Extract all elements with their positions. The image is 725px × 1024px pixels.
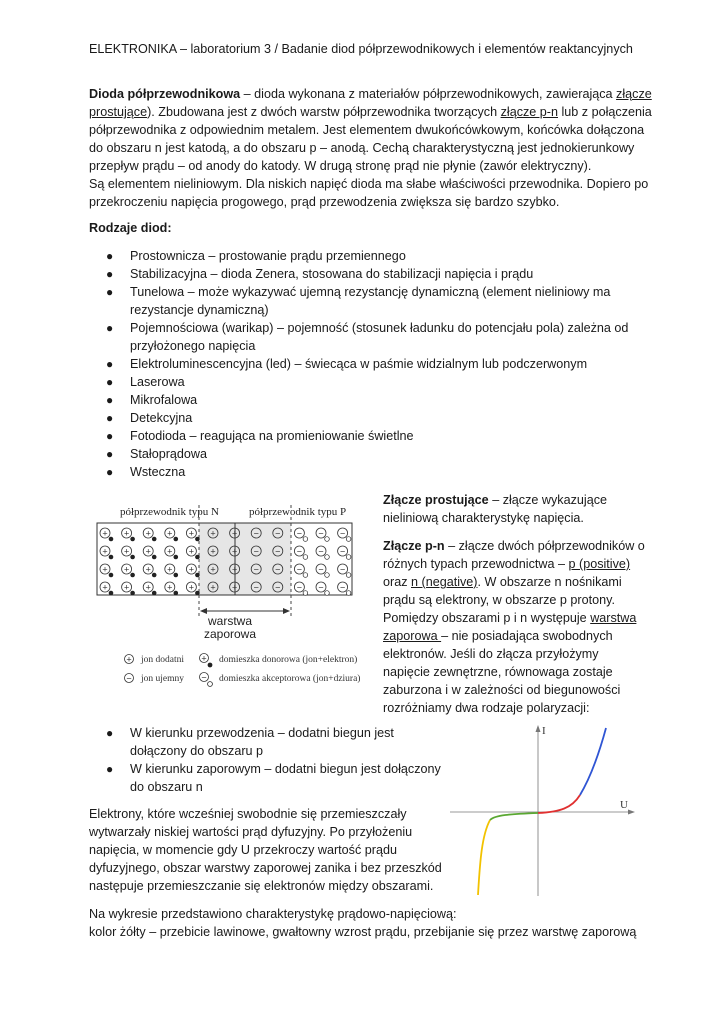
depletion-label-line1: warstwa <box>207 614 253 628</box>
hole-icon <box>346 573 351 578</box>
ion-sign: + <box>167 582 173 593</box>
ion-sign: − <box>275 528 281 539</box>
electron-icon <box>109 555 114 560</box>
electrons-paragraph: Elektrony, które wcześniej swobodnie się przemieszczały wytwarzały niskiej wartości prąd dyfuzyjny. Po przyłożeniu napięcia, w momencie gdy U przekroczy wartość prądu dyfuzyjnego, obszar warstwy zaporowej zanika i bez przeszkód następuje przemieszczanie się elektronów między obszarami. <box>89 807 442 893</box>
ion-sign: − <box>275 582 281 593</box>
ion-sign: − <box>339 564 346 575</box>
link-p-positive[interactable]: p (positive) <box>568 557 631 571</box>
legend-negative-ion: jon ujemny <box>141 674 185 684</box>
polarization-list <box>89 724 441 796</box>
ion-sign: − <box>318 528 324 539</box>
list-item: ● W kierunku przewodzenia – dodatni biegun jest dołączony do obszaru p <box>106 726 394 758</box>
list-item: ● Stałoprądowa <box>106 447 208 461</box>
list-item: ● Detekcyjna <box>106 411 193 425</box>
ion-sign: + <box>210 528 216 539</box>
ion-sign: + <box>102 564 108 575</box>
electron-icon <box>152 591 157 596</box>
bullet-icon: ● <box>106 762 114 776</box>
hole-icon <box>325 555 330 560</box>
ion-sign: + <box>123 528 130 539</box>
bullet-icon: ● <box>106 321 114 335</box>
legend-acceptor: domieszka akceptorowa (jon+dziura) <box>219 674 361 684</box>
ion-sign: − <box>296 564 303 575</box>
hole-icon <box>303 555 308 560</box>
list-item: ● W kierunku zaporowym – dodatni biegun jest dołączony do obszaru n <box>106 762 441 794</box>
arrow-left-icon <box>200 608 207 614</box>
legend-donor: domieszka donorowa (jon+elektron) <box>219 655 358 665</box>
list-item: ● Fotodioda – reagująca na promieniowanie świetlne <box>106 429 414 443</box>
acceptor-hole-icon <box>208 682 213 687</box>
bullet-icon: ● <box>106 249 114 263</box>
hole-icon <box>346 537 351 542</box>
ion-sign: − <box>318 582 324 593</box>
ion-sign: + <box>102 528 108 539</box>
intro-term: Dioda półprzewodnikowa <box>89 87 241 101</box>
ion-sign: − <box>296 582 303 593</box>
ion-sign: + <box>188 564 195 575</box>
electron-icon <box>174 591 179 596</box>
electron-icon <box>195 537 200 542</box>
junction-paragraph: Złącze prostujące – złącze wykazujące nieliniową charakterystykę napięcia. Złącze p-n – złącze dwóch półprzewodników o różnych typach przewodnictwa – p (positive) oraz n (negative). W obszarze n nośnikami prądu są elektrony, w obszarze p protony. Pomiędzy obszarami p i n występuje warstwa zaporowa – nie posiadająca swobodnych elektronów. Jeśli do złącza przyłożymy napięcie zewnętrzne, równowaga zostaje zaburzona i w zależności od biegunowości rozróżniamy dwa rodzaje polaryzacji: <box>383 493 645 715</box>
ion-sign: − <box>339 528 346 539</box>
bullet-icon: ● <box>106 285 114 299</box>
x-axis-arrow-icon <box>628 810 635 815</box>
ion-sign: + <box>188 546 195 557</box>
bullet-icon: ● <box>106 429 114 443</box>
ion-sign: + <box>145 582 151 593</box>
ion-sign: + <box>167 528 173 539</box>
label-n-type: półprzewodnik typu N <box>120 506 219 518</box>
intro-paragraph: Dioda półprzewodnikowa – dioda wykonana z materiałów półprzewodnikowych, zawierająca złącze prostujące). Zbudowana jest z dwóch warstw półprzewodnika tworzących złącze p-n lub z połączenia półprzewodnika z odpowiednim metalem. Jest elementem dwukońcówkowym, końcówka dołączona do obszaru n jest katodą, a do obszaru p – anodą. Cechą charakterystyczną jest jednokierunkowy przepływ prądu – od anody do katody. W drugą stronę prąd nie płynie (zawór elektryczny). Są elementem nieliniowym. Dla niskich napięć dioda ma słabe właściwości przewodnika. Dopiero po przekroczeniu napięcia progowego, prąd przewodzenia zwiększa się bardzo szybko. <box>89 87 652 209</box>
ion-sign: − <box>253 528 259 539</box>
ion-sign: − <box>339 582 346 593</box>
hole-icon <box>325 573 330 578</box>
electron-icon <box>130 537 135 542</box>
electron-icon <box>152 537 157 542</box>
electron-icon <box>174 555 179 560</box>
link-zlacze[interactable]: złącze <box>616 87 652 101</box>
electron-icon <box>195 591 200 596</box>
ion-sign: + <box>167 546 173 557</box>
bullet-icon: ● <box>106 375 114 389</box>
donor-electron-icon <box>208 663 213 668</box>
y-axis-arrow-icon <box>536 725 541 732</box>
ion-sign: − <box>296 528 303 539</box>
electron-icon <box>195 573 200 578</box>
svg-text:+: + <box>126 654 132 665</box>
electron-icon <box>152 555 157 560</box>
hole-icon <box>325 537 330 542</box>
threshold-curve <box>538 795 580 813</box>
ion-sign: + <box>167 564 173 575</box>
electron-icon <box>130 591 135 596</box>
ion-sign: − <box>253 582 259 593</box>
bullet-icon: ● <box>106 357 114 371</box>
ion-sign: + <box>210 546 216 557</box>
legend <box>125 654 361 687</box>
hole-icon <box>303 591 308 596</box>
electron-icon <box>152 573 157 578</box>
hole-icon <box>346 591 351 596</box>
ion-sign: − <box>296 546 303 557</box>
ion-sign: − <box>318 546 324 557</box>
ion-sign: + <box>145 564 151 575</box>
bullet-icon: ● <box>106 267 114 281</box>
bullet-icon: ● <box>106 465 114 479</box>
hole-icon <box>303 537 308 542</box>
label-p-type: półprzewodnik typu P <box>249 506 347 518</box>
electron-icon <box>195 555 200 560</box>
bullet-icon: ● <box>106 393 114 407</box>
forward-conduction-curve <box>580 728 606 795</box>
ion-sign: + <box>231 546 238 557</box>
types-list <box>89 247 628 481</box>
hole-icon <box>346 555 351 560</box>
list-item: ● Elektroluminescencyjna (led) – świecąca w paśmie widzialnym lub podczerwonym <box>106 357 588 371</box>
ion-sign: + <box>188 582 195 593</box>
list-item: ● Tunelowa – może wykazywać ujemną rezystancję dynamiczną (element nieliniowy ma rezystancje dynamiczną) <box>106 285 611 317</box>
electron-icon <box>109 537 114 542</box>
ion-sign: − <box>253 546 259 557</box>
svg-text:−: − <box>126 673 132 684</box>
arrow-right-icon <box>283 608 290 614</box>
list-item: ● Mikrofalowa <box>106 393 198 407</box>
ion-sign: + <box>145 528 151 539</box>
hole-icon <box>325 591 330 596</box>
reverse-current-curve <box>490 813 538 820</box>
iv-characteristic-graph <box>440 720 640 900</box>
electron-icon <box>109 591 114 596</box>
electron-icon <box>130 555 135 560</box>
electron-icon <box>174 573 179 578</box>
list-item: ● Laserowa <box>106 375 185 389</box>
ion-sign: + <box>123 564 130 575</box>
link-zaporowa[interactable]: zaporowa <box>383 629 442 643</box>
ion-sign: + <box>102 546 108 557</box>
types-heading: Rodzaje diod: <box>89 221 172 235</box>
ion-sign: + <box>210 582 216 593</box>
ion-sign: + <box>210 564 216 575</box>
link-warstwa[interactable]: warstwa <box>590 611 637 625</box>
ion-sign: − <box>339 546 346 557</box>
hole-icon <box>303 573 308 578</box>
link-n-negative[interactable]: n (negative) <box>411 575 478 589</box>
ion-sign: + <box>123 582 130 593</box>
ion-sign: + <box>145 546 151 557</box>
ion-sign: + <box>231 582 238 593</box>
ion-sign: − <box>275 546 281 557</box>
svg-text:+: + <box>201 653 207 664</box>
ion-sign: − <box>318 564 324 575</box>
page-header: ELEKTRONIKA – laboratorium 3 / Badanie diod półprzewodnikowych i elementów reaktancyjnych <box>89 42 633 56</box>
footer-paragraph: Na wykresie przedstawiono charakterystykę prądowo-napięciową: kolor żółty – przebicie lawinowe, gwałtowny wzrost prądu, przebijanie się przez warstwę zaporową <box>89 907 637 939</box>
legend-positive-ion: jon dodatni <box>141 655 185 665</box>
bullet-icon: ● <box>106 726 114 740</box>
electron-icon <box>109 573 114 578</box>
ion-sign: − <box>253 564 259 575</box>
electron-icon <box>174 537 179 542</box>
depletion-label-line2: zaporowa <box>203 627 257 641</box>
pn-junction-diagram <box>92 497 372 702</box>
term-zlacze-prostujace: Złącze prostujące <box>383 493 489 507</box>
ion-sign: + <box>231 564 238 575</box>
x-axis-label: U <box>620 799 628 811</box>
link-prostujace[interactable]: prostujące <box>89 105 148 119</box>
ion-sign: − <box>275 564 281 575</box>
ion-sign: + <box>123 546 130 557</box>
list-item: ● Wsteczna <box>106 465 186 479</box>
y-axis-label: I <box>542 725 546 737</box>
list-item: ● Stabilizacyjna – dioda Zenera, stosowana do stabilizacji napięcia i prądu <box>106 267 534 281</box>
list-item: ● Prostownicza – prostowanie prądu przemiennego <box>106 249 406 263</box>
breakdown-curve <box>478 820 490 895</box>
svg-text:−: − <box>201 672 207 683</box>
ion-sign: + <box>188 528 195 539</box>
ion-sign: + <box>102 582 108 593</box>
electron-icon <box>130 573 135 578</box>
ion-sign: + <box>231 528 238 539</box>
term-zlacze-pn: Złącze p-n <box>383 539 445 553</box>
link-zlacze-pn[interactable]: złącze p-n <box>500 105 558 119</box>
bullet-icon: ● <box>106 447 114 461</box>
list-item: ● Pojemnościowa (warikap) – pojemność (stosunek ładunku do potencjału pola) zależna od przyłożonego napięcia <box>106 321 629 353</box>
bullet-icon: ● <box>106 411 114 425</box>
